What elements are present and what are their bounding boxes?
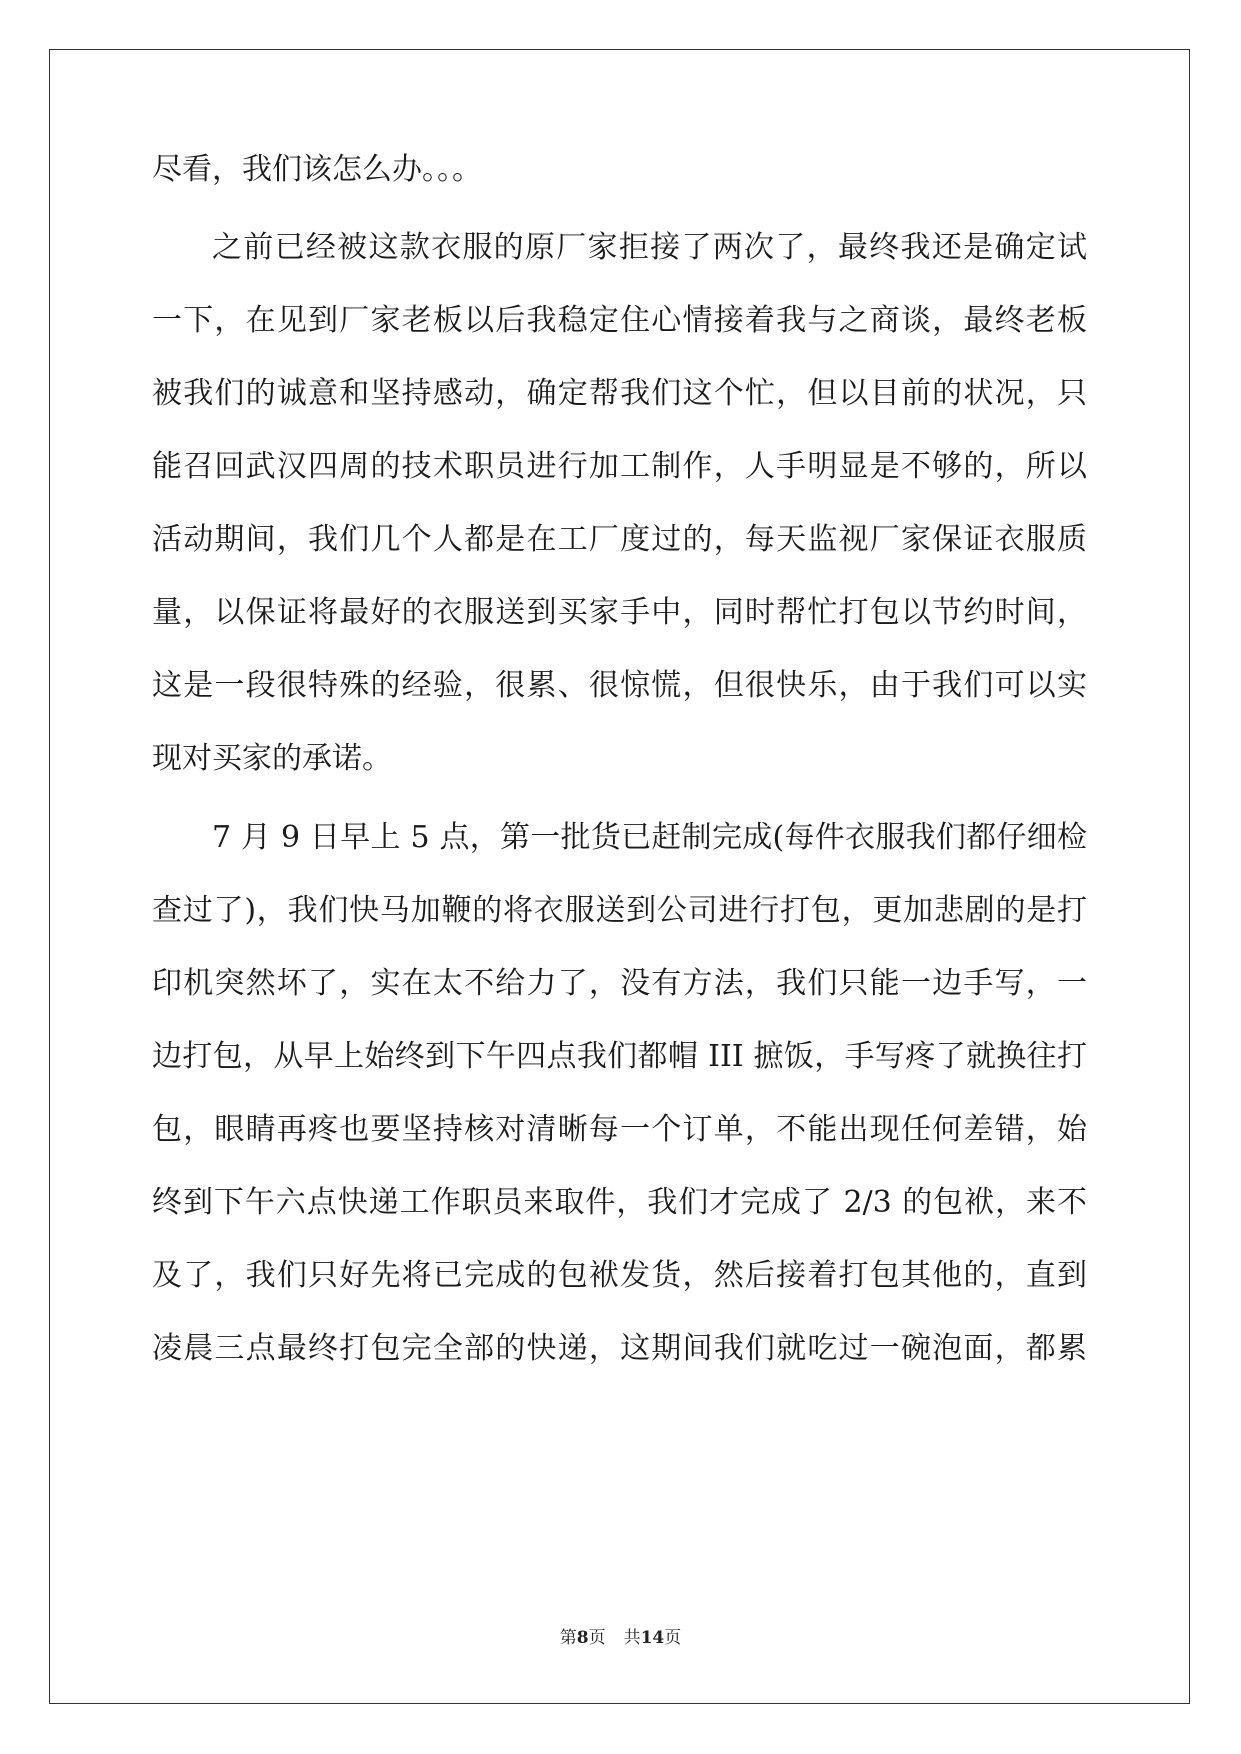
current-page-number: 8 [576,1628,589,1648]
paragraph-2-line: 活动期间，我们几个人都是在工厂度过的，每天监视厂家保证衣服质 [152,522,1087,557]
paragraph-2-line: 一下，在见到厂家老板以后我稳定住心情接着我与之商谈，最终老板 [152,303,1087,338]
footer-prefix: 第 [559,1628,577,1648]
paragraph-2-line: 之前已经被这款衣服的原厂家拒接了两次了，最终我还是确定试 [212,230,1087,265]
paragraph-3-line: 终到下午六点快递工作职员来取件，我们才完成了 2/3 的包袱，来不 [152,1185,1087,1220]
paragraph-3-line: 7 月 9 日早上 5 点，第一批货已赶制完成(每件衣服我们都仔细检 [212,820,1087,855]
paragraph-2-line: 现对买家的承诺。 [152,741,392,776]
paragraph-3-line: 印机突然坏了，实在太不给力了，没有方法，我们只能一边手写，一 [152,966,1087,1001]
paragraph-2-line: 这是一段很特殊的经验，很累、很惊慌，但很快乐，由于我们可以实 [152,668,1087,703]
paragraph-2-line: 能召回武汉四周的技术职员进行加工制作，人手明显是不够的，所以 [152,449,1087,484]
paragraph-3-line: 包，眼睛再疼也要坚持核对清晰每一个订单，不能出现任何差错，始 [152,1112,1087,1147]
paragraph-3-line: 边打包，从早上始终到下午四点我们都帽 III 摭饭，手写疼了就换往打 [152,1039,1087,1074]
footer-total-unit: 页 [664,1628,682,1648]
footer-total-prefix: 共 [623,1628,641,1648]
paragraph-3-line: 凌晨三点最终打包完全部的快递，这期间我们就吃过一碗泡面，都累 [152,1331,1087,1366]
paragraph-2-line: 量，以保证将最好的衣服送到买家手中，同时帮忙打包以节约时间， [152,595,1087,630]
page-border [49,49,1190,1704]
page-footer [0,1623,1241,1648]
paragraph-2-line: 被我们的诚意和坚持感动，确定帮我们这个忙，但以目前的状况，只 [152,376,1087,411]
paragraph-1-line: 尽看，我们该怎么办。。。 [152,152,482,187]
total-pages-number: 14 [640,1628,665,1648]
paragraph-3-line: 查过了)，我们快马加鞭的将衣服送到公司进行打包，更加悲剧的是打 [152,893,1087,928]
paragraph-3-line: 及了，我们只好先将已完成的包袱发货，然后接着打包其他的，直到 [152,1258,1087,1293]
footer-page-unit: 页 [588,1628,606,1648]
